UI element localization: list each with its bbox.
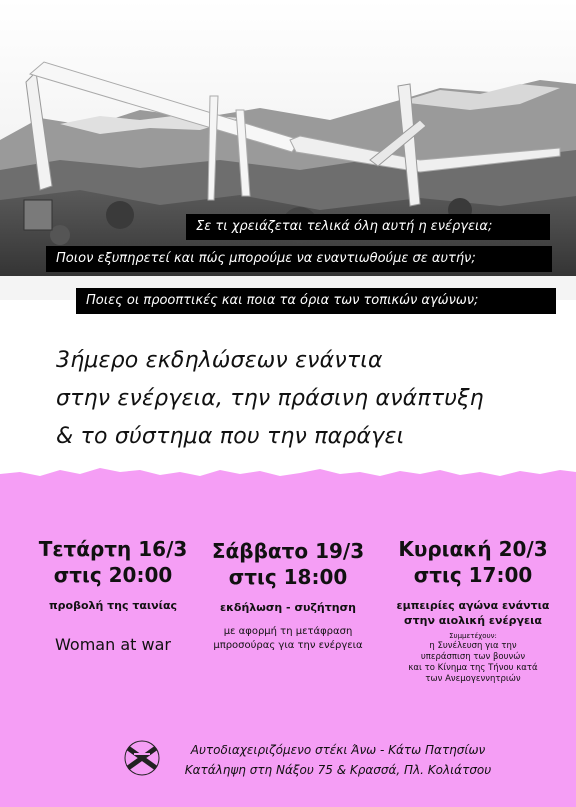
venue-address: Κατάληψη στη Νάξου 75 & Κρασσά, Πλ. Κολιάτσου xyxy=(184,763,492,777)
event-day: Τετάρτη 16/3 xyxy=(38,537,188,561)
event-time: στις 17:00 xyxy=(413,563,533,587)
squat-logo-icon xyxy=(120,728,164,788)
event-wednesday xyxy=(28,536,198,655)
participants-label: Συμμετέχουν: xyxy=(449,632,497,640)
participant-line: των Ανεμογεννητριών xyxy=(425,674,521,684)
question-1: Σε τι χρειάζεται τελικά όλη αυτή η ενέργεια; xyxy=(186,214,550,240)
event-day: Σάββατο 19/3 xyxy=(211,539,365,563)
question-3: Ποιες οι προοπτικές και ποια τα όρια των τοπικών αγώνων; xyxy=(76,288,556,314)
venue-footer xyxy=(168,740,508,780)
question-2: Ποιον εξυπηρετεί και πώς μπορούμε να εναντιωθούμε σε αυτήν; xyxy=(46,246,552,272)
event-kind xyxy=(378,598,568,628)
title-line-2: στην ενέργεια, την πράσινη ανάπτυξη xyxy=(56,386,484,411)
title-line-1: 3ήμερο εκδηλώσεων ενάντια xyxy=(56,348,383,373)
film-title: Woman at war xyxy=(55,635,171,654)
event-kind: προβολή της ταινίας xyxy=(48,599,178,612)
kind-line: εμπειρίες αγώνα ενάντια xyxy=(396,599,550,612)
event-time: στις 18:00 xyxy=(228,565,348,589)
event-kind: εκδήλωση - συζήτηση xyxy=(219,601,357,614)
poster-title xyxy=(56,342,556,456)
description-line: με αφορμή τη μετάφραση xyxy=(223,626,353,637)
event-time: στις 20:00 xyxy=(53,563,173,587)
participants xyxy=(378,641,568,685)
event-description xyxy=(204,625,372,653)
venue-name: Αυτοδιαχειριζόμενο στέκι Άνω - Κάτω Πατησίων xyxy=(190,743,486,757)
kind-line: στην αιολική ενέργεια xyxy=(404,614,542,627)
participant-line: η Συνέλευση για την xyxy=(429,641,517,651)
event-day: Κυριακή 20/3 xyxy=(398,537,548,561)
event-saturday xyxy=(204,538,372,653)
event-sunday xyxy=(378,536,568,685)
participant-line: υπεράσπιση των βουνών xyxy=(420,652,526,662)
description-line: μπροσούρας για την ενέργεια xyxy=(213,640,363,651)
title-line-3: & το σύστημα που την παράγει xyxy=(56,424,405,449)
participant-line: και το Κίνημα της Τήνου κατά xyxy=(408,663,538,673)
